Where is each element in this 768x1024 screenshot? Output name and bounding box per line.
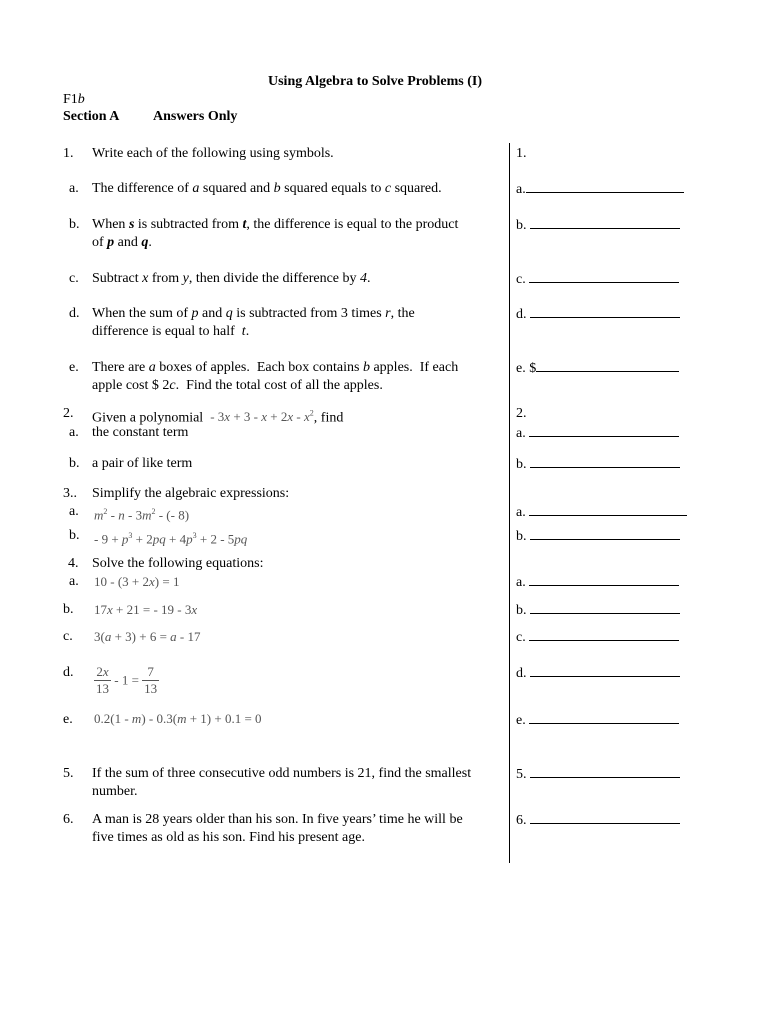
q2a-label: a. (69, 425, 79, 440)
q1d-text-line2: difference is equal to half t. (92, 324, 250, 339)
q6-text-line2: five times as old as his son. Find his present age. (92, 830, 365, 845)
q1d-text-line1: When the sum of p and q is subtracted from 3 times r, the (92, 306, 415, 321)
q3a-answer[interactable]: a. (516, 503, 687, 522)
q4d-equation: $\frac{2x}{13}$ - 1 = $\frac{7}{13}$ (96, 664, 158, 696)
q6-number: 6. (63, 812, 74, 827)
q2-text: Given a polynomial - $3x + 3 - x + 2x - x^2$, find (92, 409, 344, 426)
q1a-text: The difference of a squared and b squared equals to c squared. (92, 181, 442, 196)
q3b-expression: - $9 + p^3 + 2pq + 4p^3 + 2 - 5pq$ (94, 531, 248, 547)
answers-only-label: Answers Only (153, 109, 238, 124)
q4d-label: d. (63, 665, 74, 680)
q1c-text: Subtract x from y, then divide the difference by 4. (92, 271, 371, 286)
q6-answer[interactable]: 6. (516, 811, 680, 830)
q4e-answer[interactable]: e. (516, 711, 679, 730)
q4b-answer[interactable]: b. (516, 601, 680, 620)
q5-answer[interactable]: 5. (516, 765, 680, 784)
q1e-answer[interactable]: e. $ (516, 359, 679, 378)
q4c-equation: 3(a + 3) + 6 = a - 17 (94, 629, 201, 644)
q5-text-line2: number. (92, 784, 138, 799)
q1b-text-line2: of p and q. (92, 235, 152, 250)
q1b-label: b. (69, 217, 80, 232)
q1e-label: e. (69, 360, 79, 375)
q3-text: Simplify the algebraic expressions: (92, 486, 290, 501)
q4a-answer[interactable]: a. (516, 573, 679, 592)
q4a-equation: 10 - (3 + 2x) = 1 (94, 574, 180, 589)
q1-answer-number: 1. (516, 146, 527, 161)
q4e-label: e. (63, 712, 73, 727)
q2b-text: a pair of like term (92, 456, 193, 471)
q6-text-line1: A man is 28 years older than his son. In five years’ time he will be (92, 812, 463, 827)
q3a-label: a. (69, 504, 79, 519)
q3a-expression: $m^2$ - n - $3m^2$ - (- 8) (94, 507, 190, 523)
q2b-label: b. (69, 456, 80, 471)
q2-number: 2. (63, 406, 74, 421)
q1a-answer[interactable]: a. (516, 180, 684, 199)
q1d-answer[interactable]: d. (516, 305, 680, 324)
q4c-label: c. (63, 629, 73, 644)
q2-answer-number: 2. (516, 406, 527, 421)
q1e-text-line2: apple cost $ 2c. Find the total cost of all the apples. (92, 378, 383, 393)
column-divider (509, 143, 510, 863)
q3b-label: b. (69, 528, 80, 543)
q1b-text-line1: When s is subtracted from t, the difference is equal to the product (92, 217, 459, 232)
page-title: Using Algebra to Solve Problems (I) (268, 74, 483, 89)
section-label: Section A (63, 109, 120, 124)
q4b-equation: 17x + 21 = - 19 - 3x (94, 602, 198, 617)
q4-number: 4. (68, 556, 79, 571)
q4e-equation: 0.2(1 - m) - 0.3(m + 1) + 0.1 = 0 (94, 711, 262, 726)
q4-text: Solve the following equations: (92, 556, 264, 571)
worksheet-code: F1b (63, 92, 85, 107)
q1d-label: d. (69, 306, 80, 321)
q1c-answer[interactable]: c. (516, 270, 679, 289)
q2b-answer[interactable]: b. (516, 455, 680, 474)
q5-number: 5. (63, 766, 74, 781)
q3b-answer[interactable]: b. (516, 527, 680, 546)
q1c-label: c. (69, 271, 79, 286)
q2-polynomial: - $3x + 3 - x + 2x - x^2$ (210, 409, 314, 425)
q2a-answer[interactable]: a. (516, 424, 679, 443)
q4b-label: b. (63, 602, 74, 617)
q4c-answer[interactable]: c. (516, 628, 679, 647)
q1a-label: a. (69, 181, 79, 196)
q1b-answer[interactable]: b. (516, 216, 680, 235)
q1e-text-line1: There are a boxes of apples. Each box contains b apples. If each (92, 360, 459, 375)
q1-number: 1. (63, 146, 74, 161)
q2a-text: the constant term (92, 425, 189, 440)
q4d-answer[interactable]: d. (516, 664, 680, 683)
q4a-label: a. (69, 574, 79, 589)
q5-text-line1: If the sum of three consecutive odd numbers is 21, find the smallest (92, 766, 472, 781)
q1-text: Write each of the following using symbols. (92, 146, 334, 161)
q3-number: 3.. (63, 486, 77, 501)
